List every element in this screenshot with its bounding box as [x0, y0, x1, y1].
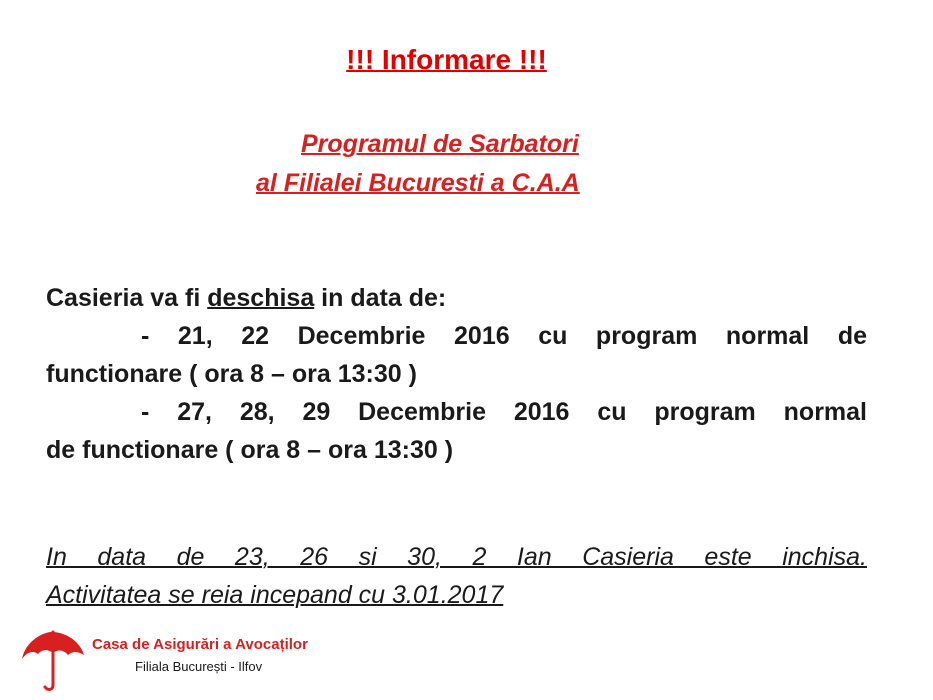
closure-notice — [46, 538, 867, 614]
closure-line1: In data de 23, 26 si 30, 2 Ian Casieria este inchisa. — [46, 543, 867, 571]
schedule-heading-line2: al Filialei Bucuresti a C.A.A — [256, 169, 580, 197]
intro-after: in data de: — [314, 284, 447, 312]
umbrella-icon — [18, 627, 88, 693]
item2-line2: de functionare ( ora 8 – ora 13:30 ) — [46, 436, 454, 464]
item1-line2: functionare ( ora 8 – ora 13:30 ) — [46, 360, 417, 388]
item1-line1: - 21, 22 Decembrie 2016 cu program normal de — [141, 322, 867, 350]
intro-before: Casieria va fi — [46, 284, 208, 312]
organization-name: Casa de Asigurări a Avocaților — [92, 636, 308, 653]
branch-name: Filiala București - Ilfov — [135, 659, 263, 674]
notice-intro — [46, 279, 867, 317]
schedule-heading-line1: Programul de Sarbatori — [301, 130, 579, 158]
open-emphasis: deschisa — [207, 284, 315, 312]
opening-notice — [46, 279, 867, 469]
page-title: !!! Informare !!! — [346, 44, 547, 75]
item2-line1: - 27, 28, 29 Decembrie 2016 cu program normal — [141, 398, 867, 426]
closure-line2: Activitatea se reia incepand cu 3.01.2017 — [46, 581, 504, 609]
